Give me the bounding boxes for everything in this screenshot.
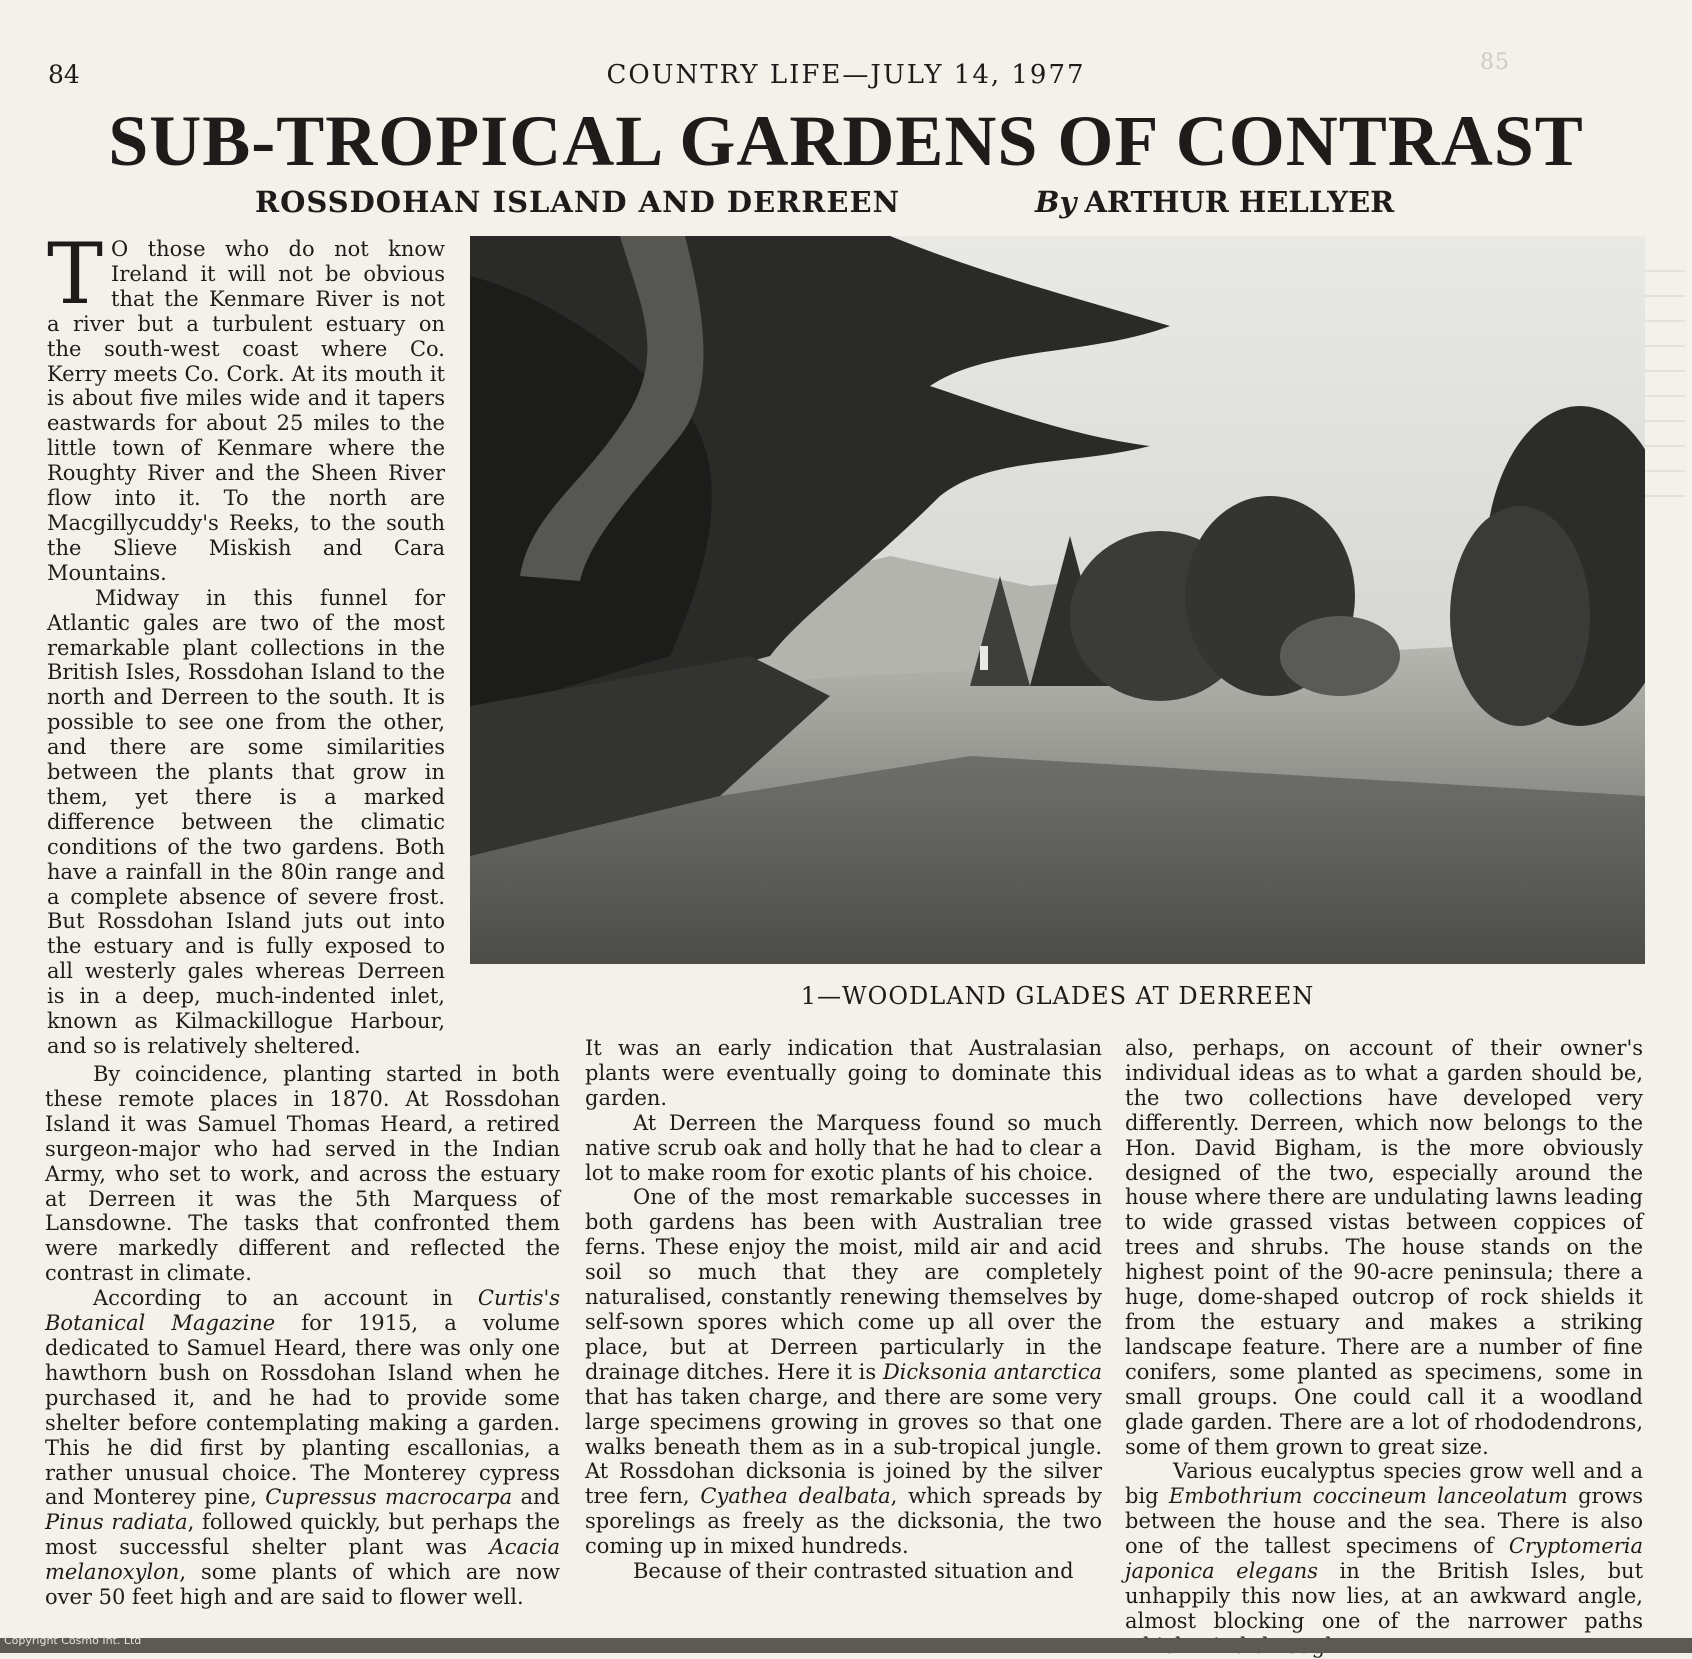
article-subtitle: ROSSDOHAN ISLAND AND DERREEN xyxy=(255,185,901,219)
intro-paragraph xyxy=(47,225,445,586)
paragraph xyxy=(585,1185,1102,1559)
paragraph: also, perhaps, on account of their owner's individual ideas as to what a garden should be, the two collections have developed very differently. Derreen, which now belongs to the Hon. David Bigham, is the more obviously designed of the two, especially around the house where there are undulating lawns leading to wide grassed vistas between coppices of trees and shrubs. The house stands on the highest point of the 90-acre peninsula; there a huge, dome-shaped outcrop of rock shields it from the estuary and makes a striking landscape feature. There are a number of fine conifers, some planted as specimens, some in small groups. One could call it a woodland glade garden. There are a lot of rhododendrons, some of them grown to great size. xyxy=(1125,1036,1643,1459)
text-run: that has taken charge, and there are some very large specimens growing in groves so that one walks beneath them as in a sub-tropical jungle. At Rossdohan dicksonia is joined by the silver tree fern, xyxy=(585,1384,1102,1509)
text-run: , some plants of which are now over 50 feet high and are said to flower well. xyxy=(45,1560,560,1610)
paragraph xyxy=(1125,1459,1643,1658)
column-3 xyxy=(1125,1036,1643,1659)
italic-run: Dicksonia antarctica xyxy=(882,1359,1102,1384)
page-number: 84 xyxy=(48,60,80,89)
column-1-bottom xyxy=(45,1062,560,1610)
text-run: , followed quickly, but perhaps the most successful shelter plant was xyxy=(45,1510,561,1560)
text-run: Various eucalyptus species grow well and a big xyxy=(1125,1459,1643,1509)
text-run: One of the most remarkable successes in both gardens has been with Australian tree ferns. These enjoy the moist, mild air and acid soil so much that they are completely naturalised, constantly renewing themselves by self-sown spores which come up all over the place, but at Derreen particularly in the drainage ditches. Here it is xyxy=(585,1185,1102,1384)
article-headline: SUB-TROPICAL GARDENS OF CONTRAST xyxy=(108,101,1584,181)
italic-run: Cyathea dealbata xyxy=(700,1484,891,1509)
paragraph: At Derreen the Marquess found so much native scrub oak and holly that he had to clear a lot to make room for exotic plants of his choice. xyxy=(585,1110,1102,1185)
text-run: According to an account in xyxy=(93,1286,478,1311)
woodland-photo-image xyxy=(470,236,1645,964)
photo-caption: 1—WOODLAND GLADES AT DERREEN xyxy=(800,982,1315,1010)
column-2 xyxy=(585,1036,1102,1584)
drop-cap: T xyxy=(47,225,104,323)
text-run: in the British Isles, but unhappily this now lies, at an awkward angle, almost blocking one of the narrower paths xyxy=(1125,1559,1644,1633)
italic-run: Cupressus macrocarpa xyxy=(265,1485,513,1510)
text-run: and xyxy=(512,1485,560,1510)
facing-page-number: 85 xyxy=(1480,50,1510,75)
paragraph xyxy=(45,1286,560,1610)
article-byline xyxy=(1035,185,1394,219)
paragraph: Midway in this funnel for Atlantic gales are two of the most remarkable plant collections in the British Isles, Rossdohan Island to the north and Derreen to the south. It is possible to see one from the other, and there are some similarities between the plants that grow in them, yet there is a marked difference between the climatic conditions of the two gardens. Both have a rainfall in the 80in range and a complete absence of severe frost. But Rossdohan Island juts out into the estuary and is fully exposed to all westerly gales whereas Derreen is in a deep, much-indented inlet, known as Kilmackillogue Harbour, and so is relatively sheltered. xyxy=(47,585,445,1058)
text-run: for 1915, a volume dedicated to Samuel Heard, there was only one hawthorn bush on Rossdohan Island when he purchased it, and he had to provide some shelter before contemplating making a garden. This he did first by planting escallonias, a rather unusual choice. The Monterey cypress and Monterey pine, xyxy=(45,1311,560,1510)
paragraph: It was an early indication that Australasian plants were eventually going to dominate this garden. xyxy=(585,1036,1102,1110)
italic-run: Acacia melanoxylon xyxy=(45,1535,560,1585)
running-head: COUNTRY LIFE—JULY 14, 1977 xyxy=(606,60,1086,90)
italic-run: Pinus radiata xyxy=(45,1510,188,1535)
italic-run: Embothrium coccineum lanceolatum xyxy=(1168,1484,1568,1509)
paragraph: By coincidence, planting started in both these remote places in 1870. At Rossdohan Island it was Samuel Thomas Heard, a retired surgeon-major who had served in the Indian Army, who set to work, and across the estuary at Derreen it was the 5th Marquess of Lansdowne. The tasks that confronted them were markedly different and reflected the contrast in climate. xyxy=(45,1062,560,1286)
woodland-photo xyxy=(470,236,1645,964)
italic-run: Curtis's Botanical Magazine xyxy=(45,1286,560,1336)
author-name: ARTHUR HELLYER xyxy=(1084,185,1395,219)
paragraph: Because of their contrasted situation and xyxy=(633,1559,1074,1584)
next-photo-strip xyxy=(0,1638,1692,1653)
text-run: , which spreads by sporelings as freely as the dicksonia, the two coming up in mixed hundreds. xyxy=(585,1484,1103,1559)
paragraph-text: O those who do not know Ireland it will not be obvious that the Kenmare River is not a river but a turbulent estuary on the south-west coast where Co. Kerry meets Co. Cork. At its mouth it is about five miles wide and it tapers eastwards for about 25 miles to the little town of Kenmare where the Roughty River and the Sheen River flow into it. To the north are Macgillycuddy's Reeks, to the south the Slieve Miskish and Cara Mountains. xyxy=(47,237,445,585)
text-run: grows between the house and the sea. There is also one of the tallest specimens of xyxy=(1125,1484,1643,1559)
italic-run: Cryptomeria japonica elegans xyxy=(1125,1534,1643,1584)
byline-prefix: By xyxy=(1035,185,1077,219)
column-1-top xyxy=(47,225,445,1059)
copyright-notice: Copyright Cosmo Int. Ltd xyxy=(4,1634,142,1647)
